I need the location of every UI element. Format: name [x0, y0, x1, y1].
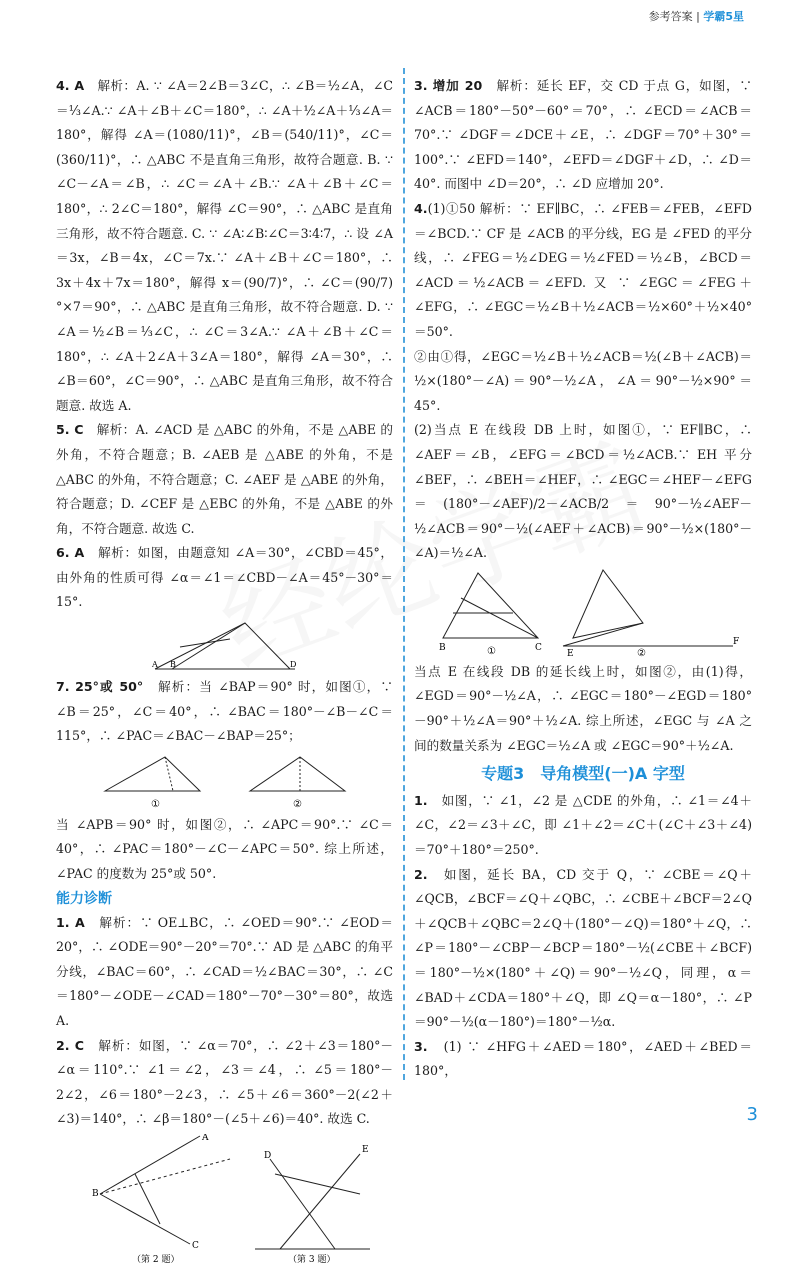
figure-q2-q3 — [60, 1134, 390, 1264]
answer-4-right: 4.(1)①50 解析：∵ EF∥BC，∴ ∠FEB＝∠FEB，∠EFD＝∠BCD.∵ CF 是 ∠ACB 的平分线，EG 是 ∠FED 的平分线，∴ ∠FEG＝½∠DEG＝½∠FED＝½∠B，∠BCD＝∠ACD＝½∠ACB＝∠EFD. 又 ∵ ∠EGC＝∠FEG＋∠EFG，∴ ∠EGC＝½∠B＋½∠ACB＝½×60°＋½×40°＝50°. — [414, 200, 752, 339]
topic-title: 专题3 导角模型(一)A 字型 — [481, 764, 685, 784]
svg-text:E: E — [567, 648, 574, 658]
svg-text:D: D — [289, 660, 296, 670]
page-number: 3 — [746, 1104, 758, 1125]
answer-4: 4. A 解析：A. ∵ ∠A＝2∠B＝3∠C，∴ ∠B＝½∠A，∠C＝⅓∠A.∵ ∠A＋∠B＋∠C＝180°，∴ ∠A＋½∠A＋⅓∠A＝180°，解得 ∠A＝(1080/11)°，∠B＝(540/11)°，∠C＝(360/11)°，∴ △ABC 不是直角三角形，故符合题意. B. ∵ ∠C－∠A＝∠B，∴ ∠C＝∠A＋∠B.∵ ∠A＋∠B＋∠C＝180°，∴ 2∠C＝180°，解得 ∠C＝90°，∴ △ABC 是直角三角形，故不符合题意. C. ∵ ∠A∶∠B∶∠C＝3∶4∶7，∴ 设 ∠A＝3x，∠B＝4x，∠C＝7x.∵ ∠A＋∠B＋∠C＝180°，∴ 3x＋4x＋7x＝180°，解得 x＝(90/7)°，∴ ∠C＝(90/7)°×7＝90°，∴ △ABC 是直角三角形，故不符合题意. D. ∵ ∠A＝½∠B＝⅓∠C，∴ ∠C＝3∠A.∵ ∠A＋∠B＋∠C＝180°，∴ ∠A＋2∠A＋3∠A＝180°，解得 ∠A＝30°，∴ ∠B＝60°，∠C＝90°，∴ △ABC 是直角三角形，故不符合题意. 故选 A. — [56, 78, 394, 413]
figure-q4 — [423, 568, 743, 658]
svg-text:C: C — [191, 1240, 199, 1251]
brand-logo: 学霸5星 — [703, 10, 744, 23]
figure-q6 — [150, 617, 300, 673]
answer-4-case2: 当点 E 在线段 DB 的延长线上时，如图②，由(1)得，∠EGD＝90°－½∠A，∴ ∠EGC＝180°－∠EGD＝180°－90°＋½∠A＝90°＋½∠A. 综上所述，∠EGC 与 ∠A 之间的数量关系为 ∠EGC＝½∠A 或 ∠EGC＝90°＋½∠A. — [414, 663, 752, 753]
topic-answer-3: 3. (1) ∵ ∠HFG＋∠AED＝180°，∠AED＋∠BED＝180°， — [414, 1038, 752, 1079]
svg-text:D: D — [263, 1150, 271, 1161]
topic-answer-2: 2. 如图，延长 BA，CD 交于 Q，∵ ∠CBE＝∠Q＋∠QCB，∠BCF＝∠Q＋∠QBC，∴ ∠CBE＋∠BCF＝2∠Q＋∠QCB＋∠QBC＝2∠Q＋(180°－∠Q)＝180°＋∠Q，∴ ∠P＝180°－∠CBP－∠BCP＝180°－½(∠CBE＋∠BCF)＝180°－½×(180°＋∠Q)＝90°－½∠Q，同理，α＝∠BAD＋∠CDA＝180°＋∠Q，即 ∠Q＝α－180°，∴ ∠P＝90°－½(α－180°)＝180°－½α. — [414, 866, 753, 1030]
svg-text:F: F — [733, 636, 740, 647]
svg-text:①: ① — [487, 645, 496, 657]
svg-text:B: B — [91, 1188, 99, 1199]
page-header — [649, 8, 744, 24]
svg-text:E: E — [361, 1144, 369, 1155]
answer-4-case1: (2)当点 E 在线段 DB 上时，如图①，∵ EF∥BC，∴ ∠AEF＝∠B，∠EFG＝∠BCD＝½∠ACB.∵ EH 平分 ∠BEF，∴ ∠BEH＝∠HEF，∴ ∠EGC＝∠HEF－∠EFG＝(180°－∠AEF)/2－∠ACB/2＝90°－½∠AEF－½∠ACB＝90°－½(∠AEF＋∠ACB)＝90°－½×(180°－∠A)＝½∠A. — [414, 422, 752, 561]
svg-text:A: A — [151, 660, 158, 670]
header-label: 参考答案 — [648, 10, 693, 23]
svg-text:②: ② — [637, 647, 646, 658]
answer-3: 3. 增加 20 解析：延长 EF，交 CD 于点 G，如图，∵ ∠ACB＝180°－50°－60°＝70°，∴ ∠ECD＝∠ACB＝70°.∵ ∠DGF＝∠DCE＋∠E，∴ ∠DGF＝70°＋30°＝100°.∵ ∠EFD＝140°，∠EFD＝∠DGF＋∠D，∴ ∠D＝40°. 而图中 ∠D＝20°，∴ ∠D 应增加 20°. — [414, 78, 752, 192]
diag-answer-1: 1. A 解析：∵ OE⊥BC，∴ ∠OED＝90°.∵ ∠EOD＝20°，∴ ∠ODE＝90°－20°＝70°.∵ AD 是 △ABC 的角平分线，∠BAC＝60°，∴ ∠CAD＝½∠BAC＝30°，∴ ∠C＝180°－∠ODE－∠CAD＝180°－70°－30°＝80°，故选 A. — [56, 914, 393, 1028]
right-column — [414, 74, 752, 1084]
answer-4-part2: ②由①得，∠EGC＝½∠B＋½∠ACB＝½(∠B＋∠ACB)＝½×(180°－∠A)＝90°－½∠A，∠A＝90°－½×90°＝45°. — [414, 348, 752, 413]
answer-5: 5. C 解析：A. ∠ACD 是 △ABC 的外角，不是 △ABE 的外角，不符合题意；B. ∠AEB 是 △ABE 的外角，不是 △ABC 的外角，不符合题意；C. ∠AEF 是 △ABE 的外角，符合题意；D. ∠CEF 是 △EBC 的外角，不是 △ABE 的外角，不符合题意. 故选 C. — [56, 422, 393, 536]
svg-text:（第 2 题）: （第 2 题） — [131, 1254, 179, 1264]
svg-text:C: C — [535, 642, 542, 653]
svg-text:B: B — [169, 660, 176, 670]
answer-7: 7. 25°或 50° 解析：当 ∠BAP＝90° 时，如图①，∵ ∠B＝25°，∠C＝40°，∴ ∠BAC＝180°－∠B－∠C＝115°，∴ ∠PAC＝∠BAC－∠BAP＝25°； — [56, 679, 393, 744]
topic-answer-1: 1. 如图，∵ ∠1，∠2 是 △CDE 的外角，∴ ∠1＝∠4＋∠C，∠2＝∠3＋∠C，即 ∠1＋∠2＝∠C＋(∠C＋∠3＋∠4)＝70°＋180°＝250°. — [414, 792, 752, 858]
column-divider — [403, 68, 405, 1080]
fig-label-2: ② — [292, 798, 302, 810]
answer-6: 6. A 解析：如图，由题意知 ∠A＝30°，∠CBD＝45°，由外角的性质可得 ∠α＝∠1＝∠CBD－∠A＝45°－30°＝15°. — [56, 545, 393, 610]
svg-text:A: A — [201, 1133, 208, 1143]
header-separator: | — [696, 10, 700, 23]
fig-label-1: ① — [150, 798, 160, 810]
diag-answer-2: 2. C 解析：如图，∵ ∠α＝70°，∴ ∠2＋∠3＝180°－∠α＝110°.∵ ∠1＝∠2，∠3＝∠4，∴ ∠5＝180°－2∠2，∠6＝180°－2∠3，∴ ∠5＋∠6＝360°－2(∠2＋∠3)＝140°，∴ ∠β＝180°－(∠5＋∠6)＝40°. 故选 C. — [56, 1037, 394, 1127]
left-column — [56, 74, 393, 1266]
section-title: 能力诊断 — [56, 890, 112, 907]
svg-text:B: B — [439, 642, 446, 653]
svg-text:（第 3 题）: （第 3 题） — [287, 1254, 335, 1264]
answer-7-cont: 当 ∠APB＝90° 时，如图②，∴ ∠APC＝90°.∵ ∠C＝40°，∴ ∠PAC＝180°－∠C－∠APC＝50°. 综上所述，∠PAC 的度数为 25°或 50°. — [56, 816, 393, 882]
figure-q7 — [95, 751, 355, 811]
